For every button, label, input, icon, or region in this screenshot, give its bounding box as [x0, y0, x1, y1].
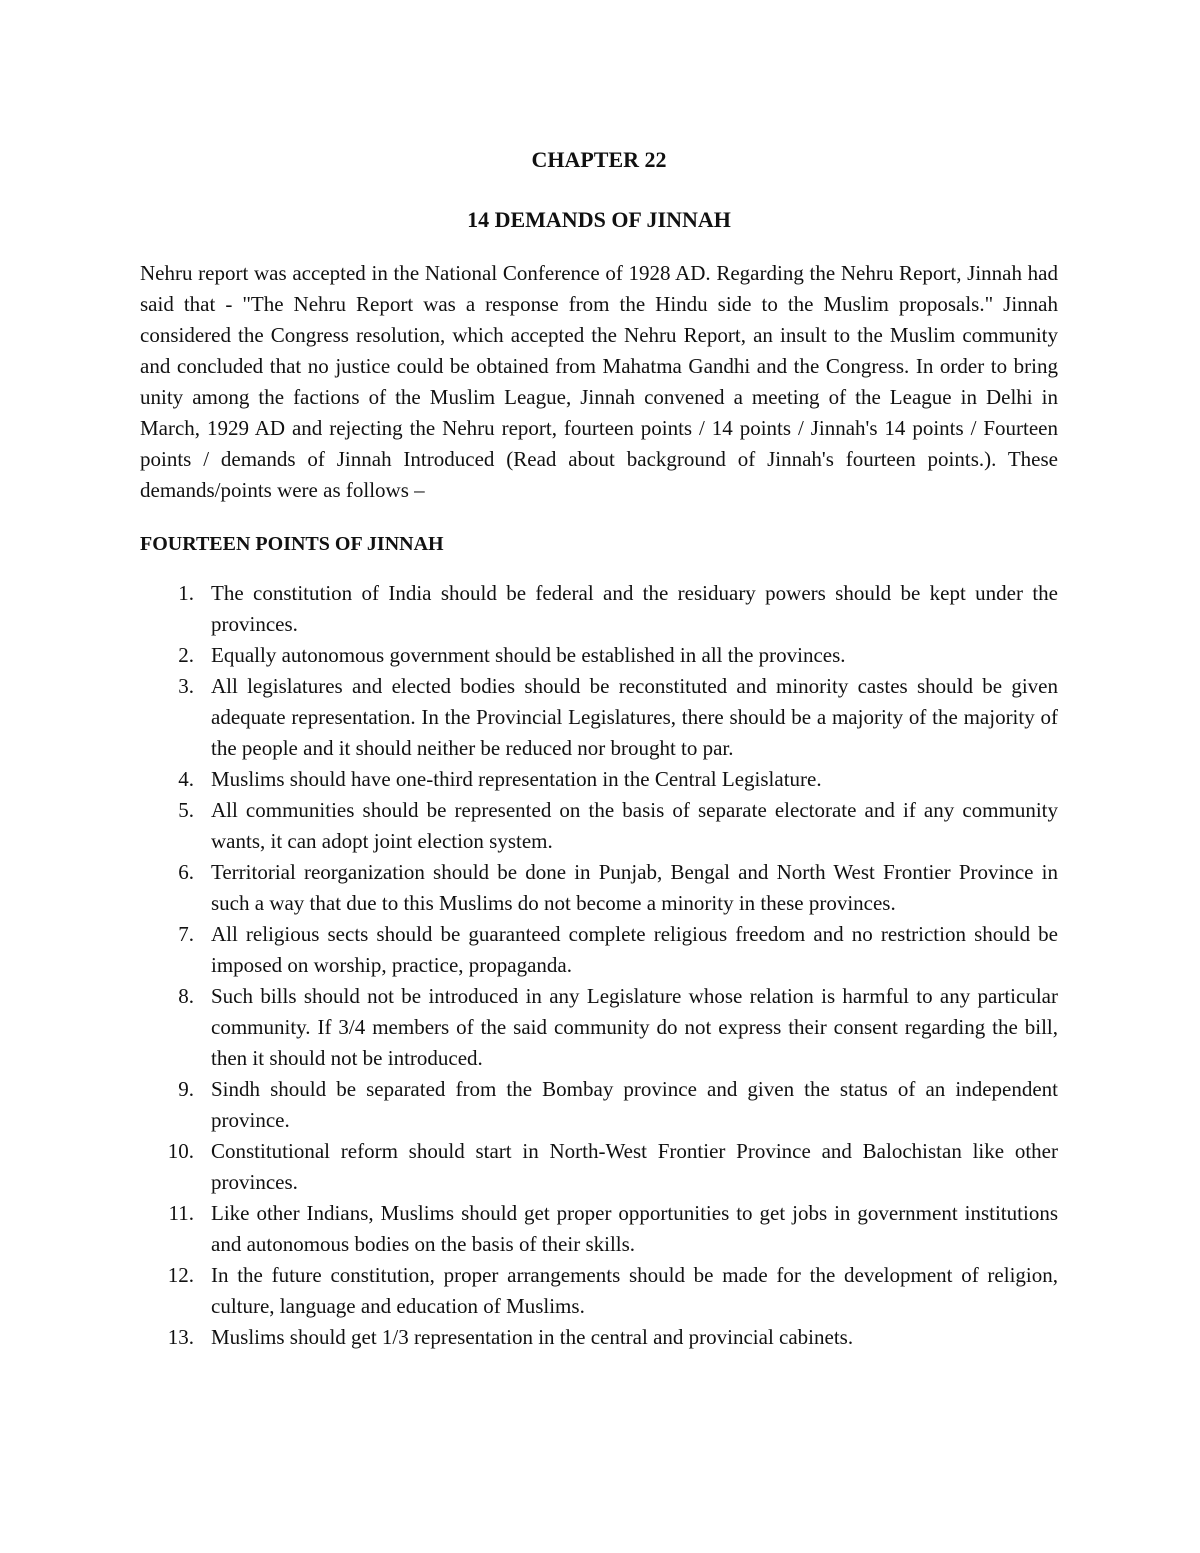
list-item-number: 13. [167, 1325, 194, 1349]
list-item-text: The constitution of India should be federal and the residuary powers should be kept under the provinces. [211, 581, 1058, 636]
list-item [140, 764, 1058, 795]
list-item-number: 1. [178, 581, 194, 605]
list-item-text: Muslims should get 1/3 representation in the central and provincial cabinets. [211, 1325, 854, 1349]
list-item-number: 4. [178, 767, 194, 791]
list-item [140, 640, 1058, 671]
list-item [140, 1198, 1058, 1260]
list-item-text: Sindh should be separated from the Bombay province and given the status of an independent province. [211, 1077, 1058, 1132]
list-item [140, 671, 1058, 764]
list-item-number: 8. [178, 984, 194, 1008]
list-item [140, 1074, 1058, 1136]
list-item-number: 7. [178, 922, 194, 946]
page-title: 14 DEMANDS OF JINNAH [467, 207, 731, 232]
list-item-text: Territorial reorganization should be done in Punjab, Bengal and North West Frontier Province in such a way that due to this Muslims do not become a minority in these provinces. [211, 860, 1058, 915]
list-item [140, 1136, 1058, 1198]
chapter-heading: CHAPTER 22 [531, 147, 667, 172]
list-item [140, 857, 1058, 919]
list-item-text: Muslims should have one-third representation in the Central Legislature. [211, 767, 822, 791]
list-item-text: All religious sects should be guaranteed complete religious freedom and no restriction should be imposed on worship, practice, propaganda. [211, 922, 1058, 977]
list-item [140, 578, 1058, 640]
list-item-text: Constitutional reform should start in North-West Frontier Province and Balochistan like other provinces. [211, 1139, 1058, 1194]
list-item [140, 1260, 1058, 1322]
list-item-text: Such bills should not be introduced in any Legislature whose relation is harmful to any particular community. If 3/4 members of the said community do not express their consent regarding the bill, then it should not be introduced. [211, 984, 1058, 1070]
list-item-number: 9. [178, 1077, 194, 1101]
list-item [140, 981, 1058, 1074]
list-item-text: In the future constitution, proper arrangements should be made for the development of religion, culture, language and education of Muslims. [211, 1263, 1058, 1318]
points-list [140, 578, 1058, 1353]
list-item [140, 795, 1058, 857]
section-heading: FOURTEEN POINTS OF JINNAH [140, 533, 444, 555]
list-item-text: Like other Indians, Muslims should get proper opportunities to get jobs in government institutions and autonomous bodies on the basis of their skills. [211, 1201, 1058, 1256]
intro-paragraph: Nehru report was accepted in the National Conference of 1928 AD. Regarding the Nehru Report, Jinnah had said that - "The Nehru Report was a response from the Hindu side to the Muslim proposals." Jinnah considered the Congress resolution, which accepted the Nehru Report, an insult to the Muslim community and concluded that no justice could be obtained from Mahatma Gandhi and the Congress. In order to bring unity among the factions of the Muslim League, Jinnah convened a meeting of the League in Delhi in March, 1929 AD and rejecting the Nehru report, fourteen points / 14 points / Jinnah's 14 points / Fourteen points / demands of Jinnah Introduced (Read about background of Jinnah's fourteen points.). These demands/points were as follows – [140, 261, 1058, 502]
list-item-number: 11. [168, 1201, 194, 1225]
list-item-number: 3. [178, 674, 194, 698]
list-item [140, 1322, 1058, 1353]
document-page [140, 140, 1058, 1353]
list-item-text: Equally autonomous government should be established in all the provinces. [211, 643, 846, 667]
list-item-number: 6. [178, 860, 194, 884]
list-item-number: 2. [178, 643, 194, 667]
list-item-text: All communities should be represented on the basis of separate electorate and if any community wants, it can adopt joint election system. [211, 798, 1058, 853]
list-item-number: 5. [178, 798, 194, 822]
list-item-number: 10. [167, 1139, 194, 1163]
list-item-text: All legislatures and elected bodies should be reconstituted and minority castes should be given adequate representation. In the Provincial Legislatures, there should be a majority of the majority of the people and it should neither be reduced nor brought to par. [211, 674, 1058, 760]
list-item [140, 919, 1058, 981]
list-item-number: 12. [167, 1263, 194, 1287]
